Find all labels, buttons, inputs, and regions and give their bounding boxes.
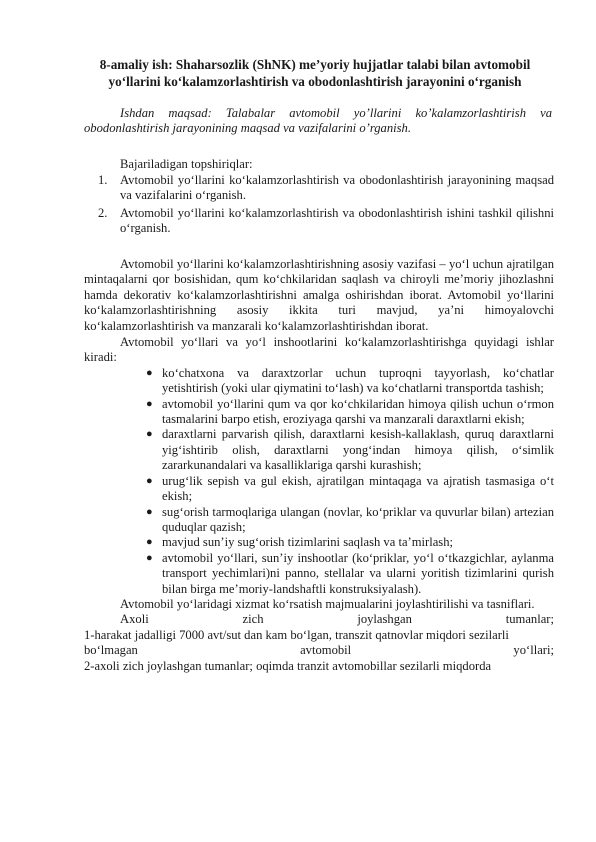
word: bo‘lmagan <box>84 643 138 658</box>
list-item-text: avtomobil yo‘llari, sun’iy inshootlar (ko‘priklar, yo‘l o‘tkazgichlar, aylanma transport yechimlari)ni panno, stellalar va ularni yoritish tizimlarini qurish bilan birga me’moriy-landshaftli konstruksiyalash). <box>162 550 554 596</box>
list-item-text: ko‘chatxona va daraxtzorlar uchun tuproqni tayyorlash, ko‘chatlar yetishtirish (yoki ular qiymatini to‘lash) va ko‘chatlarni transportda tashish; <box>162 365 554 396</box>
paragraph: 1-harakat jadalligi 7000 avt/sut dan kam bo‘lgan, transzit qatnovlar miqdori sezilarli <box>84 627 509 642</box>
word: yo‘llari; <box>513 643 554 658</box>
bullet-icon: ● <box>146 428 153 441</box>
spread-line <box>84 643 554 658</box>
page-title: 8-amaliy ish: Shaharsozlik (ShNK) me’yoriy hujjatlar talabi bilan avtomobil yo‘llarini ko‘kalamzorlashtirish va obodonlashtirish jarayonini o‘rganish <box>99 57 531 89</box>
list-item <box>146 397 554 428</box>
list-item-text: mavjud sun’iy sug‘orish tizimlarini saqlash va ta’mirlash; <box>162 535 454 550</box>
task-item <box>98 206 554 237</box>
bullet-icon: ● <box>146 505 153 518</box>
list-item <box>146 551 554 597</box>
list-item <box>146 535 554 550</box>
paragraph: Avtomobil yo‘laridagi xizmat ko‘rsatish majmualarini joylashtirilishi va tasniflari. <box>120 596 535 611</box>
list-item <box>146 474 554 505</box>
paragraph: Avtomobil yo‘llari va yo‘l inshootlarini ko‘kalamzorlashtirishga quyidagi ishlar kiradi: <box>84 335 554 365</box>
task-text: Avtomobil yo‘llarini ko‘kalamzorlashtirish va obodonlashtirish jarayonining maqsad va vazifalarini o‘rganish. <box>120 173 554 203</box>
list-item-text: urug‘lik sepish va gul ekish, ajratilgan mintaqaga va ajratish tasmasiga o‘t ekish; <box>162 473 554 504</box>
works-list <box>146 366 554 597</box>
list-item <box>146 427 554 473</box>
aim-paragraph: Ishdan maqsad: Talabalar avtomobil yo’llarini ko’kalamzorlashtirish va obodonlashtirish jarayonining maqsad va vazifalarini o’rganish. <box>84 106 552 136</box>
word: avtomobil <box>300 643 352 658</box>
list-item-text: avtomobil yo‘llarini qum va qor ko‘chkilaridan himoya qilish uchun o‘rmon tasmalarini barpo etish, eroziyaga qarshi va manzarali daraxtlarni ekish; <box>162 396 554 427</box>
task-number: 2. <box>98 205 108 220</box>
body-text <box>84 257 554 674</box>
bullet-icon: ● <box>146 551 153 564</box>
task-text: Avtomobil yo‘llarini ko‘kalamzorlashtirish va obodonlashtirish ishini tashkil qilishni o‘rganish. <box>120 205 554 236</box>
list-item <box>146 366 554 397</box>
word: tumanlar; <box>505 612 554 627</box>
spread-line <box>84 612 554 627</box>
list-item <box>146 505 554 536</box>
tasks-list <box>98 173 554 239</box>
bullet-icon: ● <box>146 474 153 487</box>
bullet-icon: ● <box>146 397 153 410</box>
word: Axoli <box>120 612 149 627</box>
task-item <box>98 173 554 204</box>
word: joylashgan <box>357 612 412 627</box>
paragraph: Avtomobil yo‘llarini ko‘kalamzorlashtirishning asosiy vazifasi – yo‘l uchun ajratilgan mintaqalarni qor bosishidan, qum ko‘chkilaridan saqlash va chiroyli me’moriy jihozlashni hamda dekorativ ko‘kalamzorlashtirishni amalga oshirishdan iborat. Avtomobil yo‘llarini ko‘kalamzorlashtirishning asosiy ikkita turi mavjud, ya’ni himoyalovchi ko‘kalamzorlashtirish va manzarali ko‘kalamzorlashtirishdan iborat. <box>84 257 554 333</box>
bullet-icon: ● <box>146 536 153 549</box>
tasks-heading: Bajariladigan topshiriqlar: <box>120 157 253 171</box>
bullet-icon: ● <box>146 366 153 379</box>
paragraph: 2-axoli zich joylashgan tumanlar; oqimda tranzit avtomobillar sezilarli miqdorda <box>84 658 492 673</box>
task-number: 1. <box>98 173 108 187</box>
word: zich <box>242 612 264 627</box>
list-item-text: daraxtlarni parvarish qilish, daraxtlarni kesish-kallaklash, quruq daraxtlarni yig‘ishtirib olish, daraxtlarni yong‘indan himoya qilish, o‘simlik zararkunandalari va kasalliklariga qarshi kurashish; <box>162 427 554 473</box>
list-item-text: sug‘orish tarmoqlariga ulangan (novlar, ko‘priklar va quvurlar bilan) artezian quduqlar qazish; <box>162 504 554 534</box>
